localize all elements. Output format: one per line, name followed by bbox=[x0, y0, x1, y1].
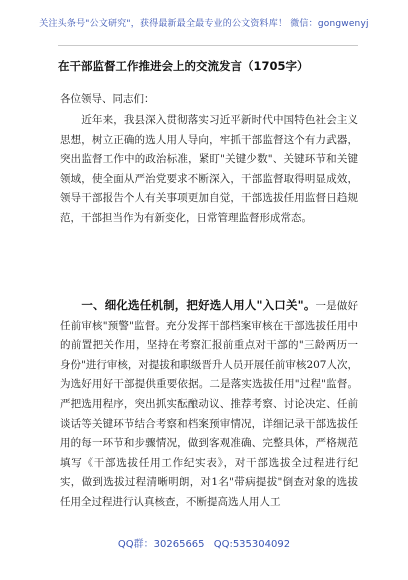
document-title: 在干部监督工作推进会上的交流发言（1705字） bbox=[58, 59, 309, 73]
section-1-body: 一是做好任前审核"预警"监督。充分发挥干部档案审核在干部选拔任用中的前置把关作用，坚持在考察汇报前重点对干部的"三龄两历一身份"进行审核，对提拔和职级晋升人员开展任前审核207人次，为选好用好干部提供重要依据。二是落实选拔任用"过程"监督。严把选用程序，突出抓实酝酿动议、推荐考察、讨论决定、任前谈话等关键环节结合考察和档案预审情况，详细记录干部选拔任用的每一环节和步骤情况，做到客观准确、完整具体，严格规范填写《干部选拔任用工作纪实表》，对干部选拔全过程进行纪实，做到选拔过程清晰明朗，对1名"带病提拔"倒查对象的选拔任用全过程进行认真核查，不断提高选人用人工 bbox=[60, 300, 359, 508]
contact-footer: QQ群：30265665 QQ:535304092 bbox=[117, 539, 291, 550]
paragraph-1 bbox=[60, 111, 358, 229]
salutation: 各位领导、同志们： bbox=[60, 93, 155, 105]
section-1-heading: 一、细化选任机制，把好选人用人"入口关"。 bbox=[81, 298, 316, 312]
section-1 bbox=[60, 296, 358, 513]
promo-header: 关注头条号"公文研究"，获得最新最全最专业的公文资料库！ 微信：gongwenyj bbox=[39, 19, 369, 29]
header-divider bbox=[58, 45, 358, 46]
paragraph-1-text: 近年来，我县深入贯彻落实习近平新时代中国特色社会主义思想，树立正确的选人用人导向，牢抓干部监督这个有力武器，突出监督工作中的政治标准，紧盯"关键少数"、关键环节和关键领域，使全面从严治党要求不断深入，干部监督取得明显成效，领导干部报告个人有关事项更加自觉，干部选拔任用监督日趋规范，干部担当作为有新变化，日常管理监督形成常态。 bbox=[60, 114, 358, 224]
